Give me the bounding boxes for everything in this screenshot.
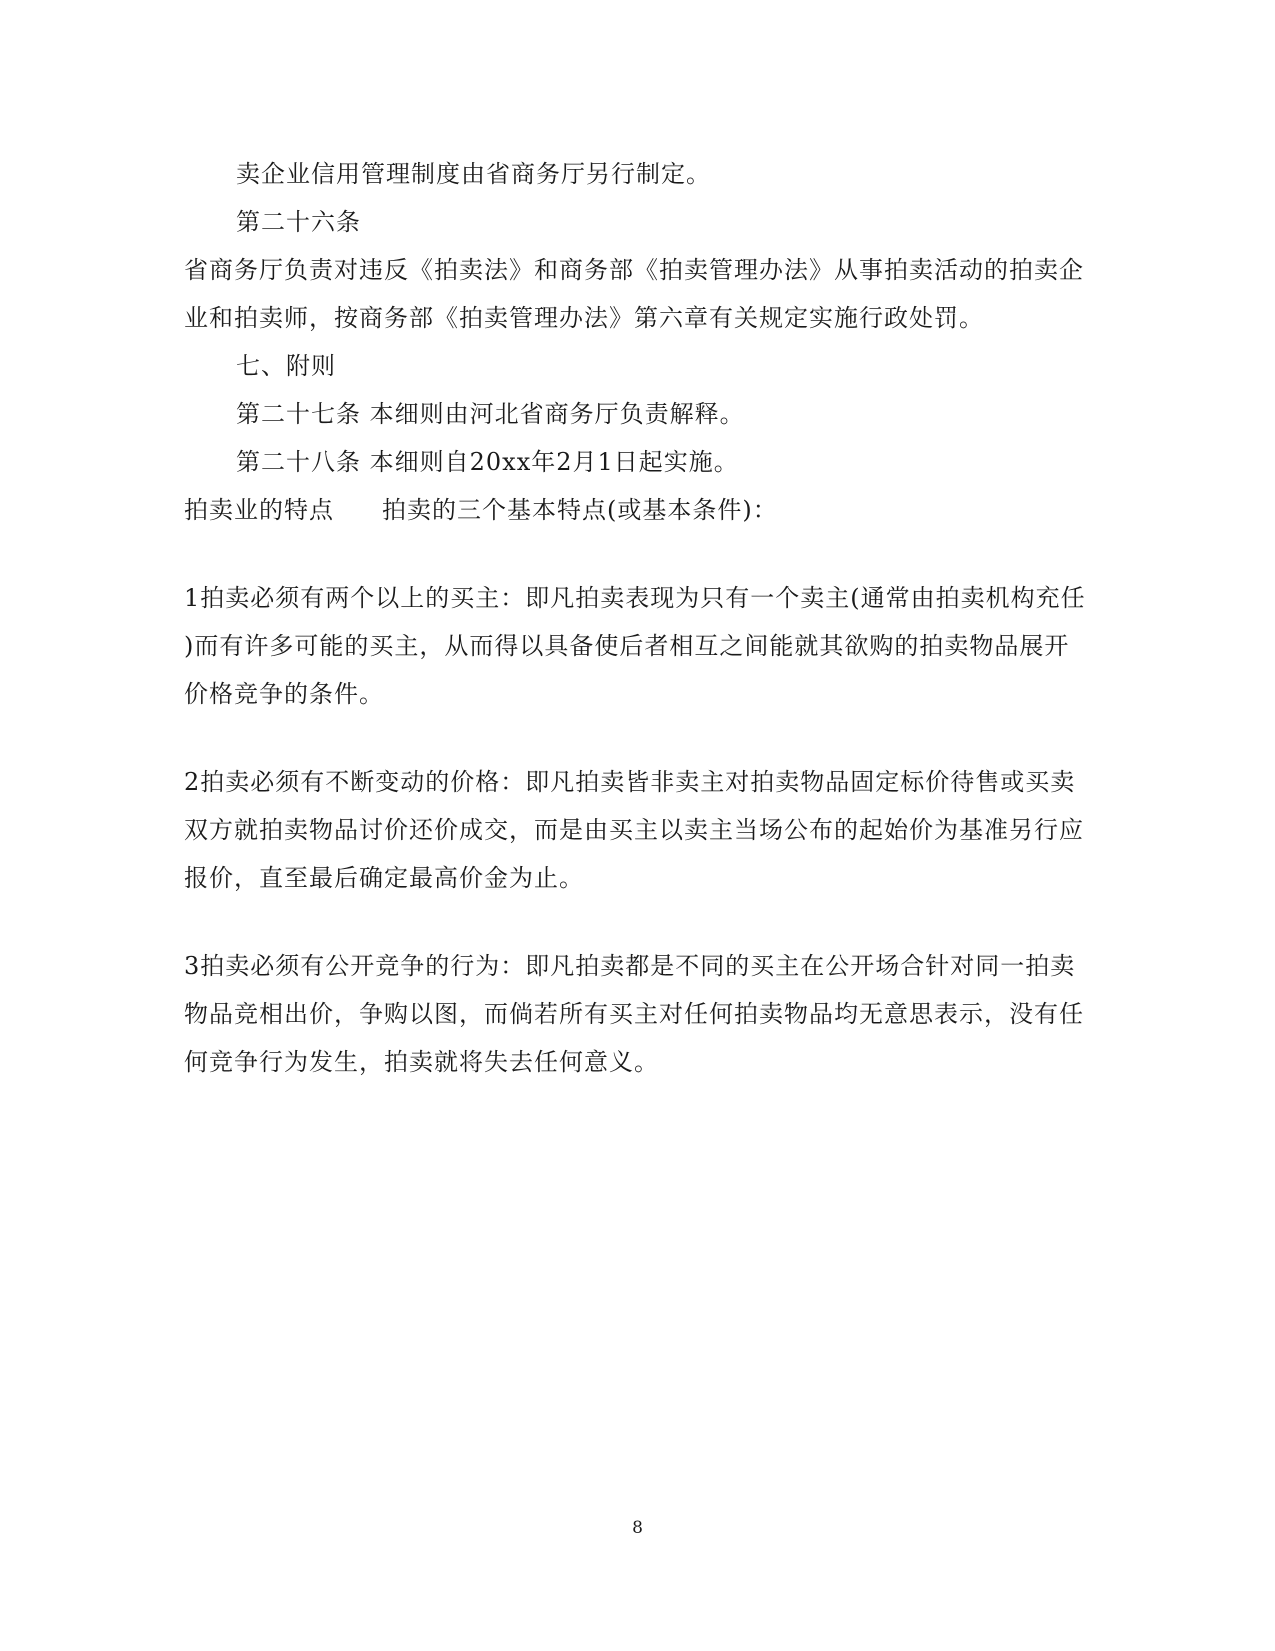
page-number: 8 [632,1518,643,1538]
article-heading: 第二十六条 [236,208,361,236]
feature1-line: 1拍卖必须有两个以上的买主：即凡拍卖表现为只有一个卖主(通常由拍卖机构充任 [184,584,1086,612]
paragraph-line: 第二十七条 本细则由河北省商务厅负责解释。 [236,400,745,428]
feature1-line: 价格竞争的条件。 [184,680,384,708]
features-heading [184,492,1084,528]
feature2-line: 2拍卖必须有不断变动的价格：即凡拍卖皆非卖主对拍卖物品固定标价待售或买卖 [184,768,1076,796]
paragraph-line: 第二十八条 本细则自20xx年2月1日起实施。 [236,448,739,476]
feature3-line: 何竞争行为发生，拍卖就将失去任何意义。 [184,1048,659,1076]
feature3-line: 3拍卖必须有公开竞争的行为：即凡拍卖都是不同的买主在公开场合针对同一拍卖 [184,952,1076,980]
features-heading-left: 拍卖业的特点 [184,496,334,524]
paragraph-line: 业和拍卖师，按商务部《拍卖管理办法》第六章有关规定实施行政处罚。 [184,304,984,332]
paragraph-line: 卖企业信用管理制度由省商务厅另行制定。 [236,160,711,188]
feature1-line: )而有许多可能的买主，从而得以具备使后者相互之间能就其欲购的拍卖物品展开 [184,632,1070,660]
feature3-line: 物品竞相出价，争购以图，而倘若所有买主对任何拍卖物品均无意思表示，没有任 [184,1000,1084,1028]
section-heading: 七、附则 [236,352,336,380]
feature2-line: 双方就拍卖物品讨价还价成交，而是由买主以卖主当场公布的起始价为基准另行应 [184,816,1084,844]
feature2-line: 报价，直至最后确定最高价金为止。 [184,864,584,892]
features-heading-right: 拍卖的三个基本特点(或基本条件)： [382,496,778,524]
paragraph-line: 省商务厅负责对违反《拍卖法》和商务部《拍卖管理办法》从事拍卖活动的拍卖企 [184,256,1084,284]
